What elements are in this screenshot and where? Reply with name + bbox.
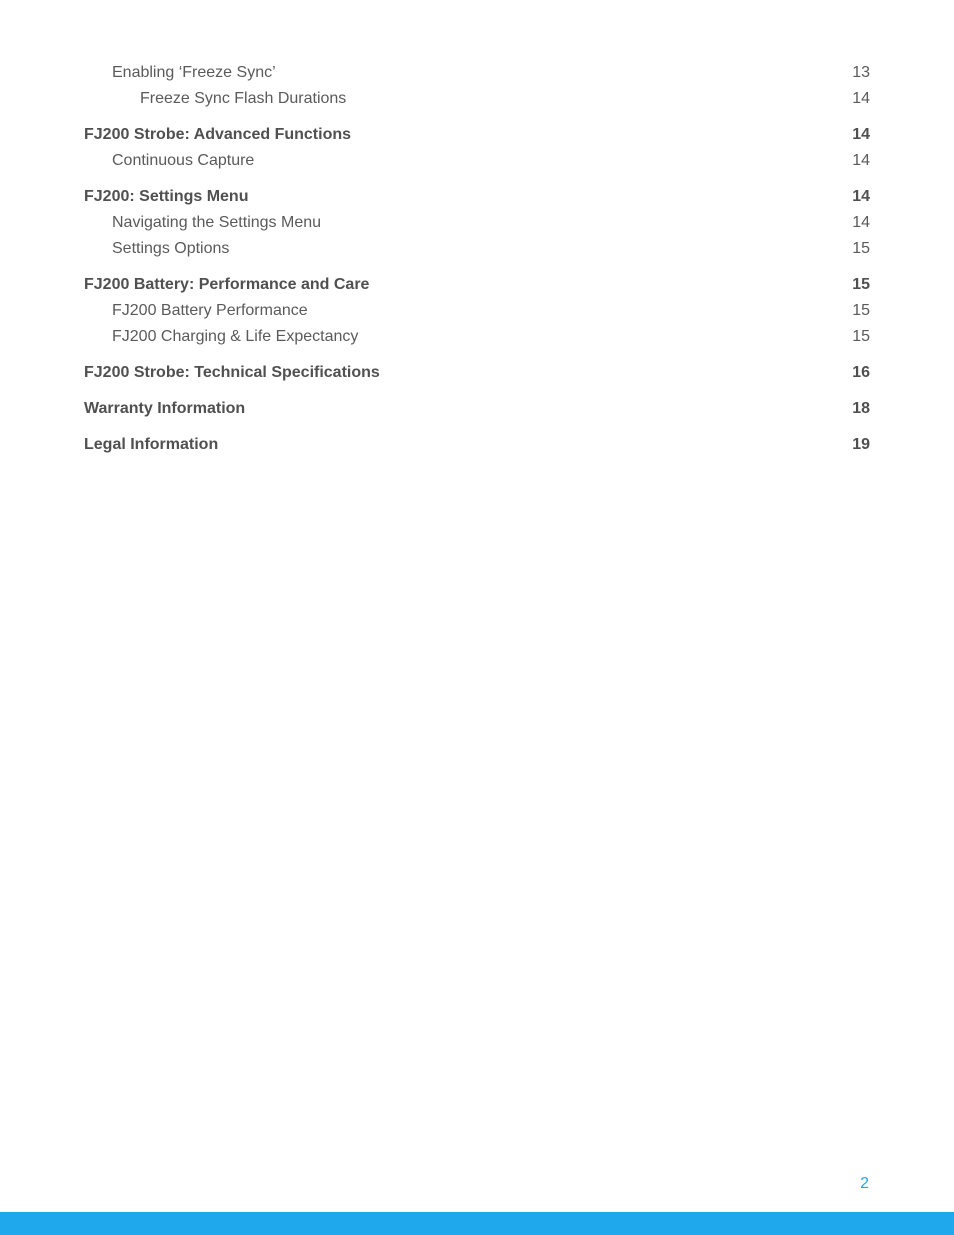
toc-section[interactable] [84, 122, 870, 148]
toc-section-page: 16 [852, 364, 870, 381]
toc-entry-title: FJ200 Charging & Life Expectancy [112, 328, 359, 345]
toc-section[interactable] [84, 184, 870, 210]
toc-entry-title: Enabling ‘Freeze Sync’ [112, 64, 276, 81]
toc-entry[interactable] [84, 86, 870, 112]
toc-section[interactable] [84, 360, 870, 386]
toc-section-page: 14 [852, 188, 870, 205]
toc-entry-title: Settings Options [112, 240, 230, 257]
toc-section-page: 19 [852, 436, 870, 453]
toc-entry[interactable] [84, 148, 870, 174]
table-of-contents [84, 60, 870, 458]
toc-entry[interactable] [84, 298, 870, 324]
toc-section-title: FJ200 Strobe: Advanced Functions [84, 126, 352, 143]
toc-entry[interactable] [84, 210, 870, 236]
toc-section-title: FJ200 Strobe: Technical Specifications [84, 364, 380, 381]
footer-accent-bar [0, 1212, 954, 1235]
toc-entry-page: 15 [852, 302, 870, 319]
toc-entry-page: 13 [852, 64, 870, 81]
toc-entry-page: 15 [852, 240, 870, 257]
toc-entry-title: Continuous Capture [112, 152, 255, 169]
toc-entry[interactable] [84, 60, 870, 86]
toc-entry[interactable] [84, 236, 870, 262]
toc-entry[interactable] [84, 324, 870, 350]
toc-section-title: FJ200 Battery: Performance and Care [84, 276, 370, 293]
toc-entry-title: Navigating the Settings Menu [112, 214, 322, 231]
toc-section[interactable] [84, 432, 870, 458]
page-number: 2 [860, 1175, 869, 1192]
toc-section-title: Legal Information [84, 436, 219, 453]
toc-section[interactable] [84, 272, 870, 298]
toc-entry-page: 14 [852, 214, 870, 231]
toc-section[interactable] [84, 396, 870, 422]
toc-entry-page: 14 [852, 90, 870, 107]
toc-entry-page: 15 [852, 328, 870, 345]
toc-section-page: 15 [852, 276, 870, 293]
toc-entry-title: Freeze Sync Flash Durations [140, 90, 347, 107]
toc-section-page: 18 [852, 400, 870, 417]
toc-section-page: 14 [852, 126, 870, 143]
toc-entry-page: 14 [852, 152, 870, 169]
toc-entry-title: FJ200 Battery Performance [112, 302, 308, 319]
toc-section-title: Warranty Information [84, 400, 246, 417]
toc-section-title: FJ200: Settings Menu [84, 188, 249, 205]
